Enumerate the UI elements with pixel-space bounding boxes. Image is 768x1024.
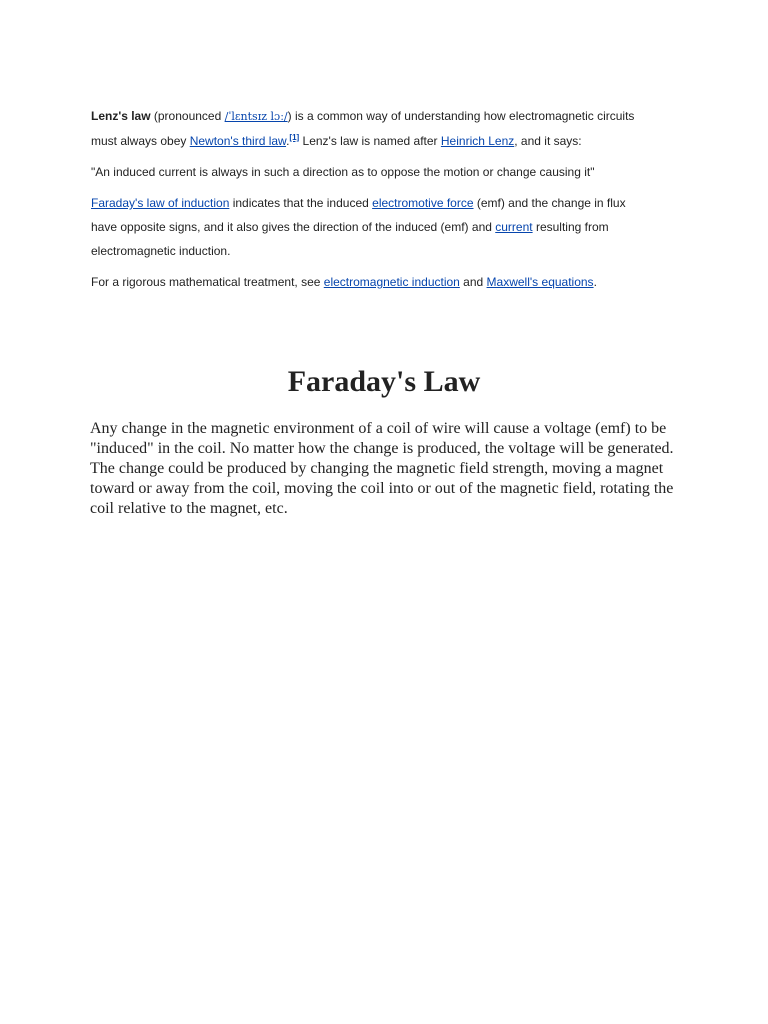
text-run: Lenz's law is named after [299, 134, 441, 148]
text-run: resulting from electromagnetic induction. [91, 220, 609, 258]
electromotive-force-link[interactable]: electromotive force [372, 196, 474, 210]
lenz-quote: "An induced current is always in such a direction as to oppose the motion or change causing it" [91, 165, 595, 179]
text-run: and [459, 275, 487, 289]
text-run: (pronounced [150, 109, 225, 123]
text-run: . [593, 275, 597, 289]
text-run: For a rigorous mathematical treatment, see [91, 275, 324, 289]
lenz-law-excerpt [91, 104, 651, 301]
rigorous-treatment-paragraph [91, 270, 651, 294]
newtons-third-law-link[interactable]: Newton's third law [189, 134, 287, 148]
electromagnetic-induction-link[interactable]: electromagnetic induction [323, 275, 460, 289]
heinrich-lenz-link[interactable]: Heinrich Lenz [440, 134, 515, 148]
text-run: (emf) and the change in flux have opposite signs, and it also gives the direction of the induced (emf) and [91, 196, 626, 234]
text-run: indicates that the induced [229, 196, 373, 210]
current-link[interactable]: current [495, 220, 533, 234]
faradays-law-body: Any change in the magnetic environment of a coil of wire will cause a voltage (emf) to be "induced" in the coil. No matter how the change is produced, the voltage will be generated. The change could be produced by changing the magnetic field strength, moving a magnet toward or away from the coil, moving the coil into or out of the magnetic field, rotating the coil relative to the magnet, etc. [90, 420, 674, 517]
text-run: ) is a common way of understanding how electromagnetic circuits must always obey [91, 109, 635, 148]
pronunciation-link[interactable]: /ˈlɛntsɪz lɔː/ [224, 110, 288, 123]
text-run: , and it says: [514, 134, 582, 148]
faradays-law-link[interactable]: Faraday's law of induction [91, 196, 230, 210]
lenz-law-term: Lenz's law [91, 109, 151, 123]
faraday-induction-paragraph [91, 191, 651, 263]
reference-link[interactable]: [1] [289, 133, 300, 142]
lenz-intro-paragraph [91, 104, 651, 153]
maxwells-equations-link[interactable]: Maxwell's equations [486, 275, 594, 289]
faradays-law-heading: Faraday's Law [287, 365, 481, 398]
text-run: . [286, 134, 290, 148]
